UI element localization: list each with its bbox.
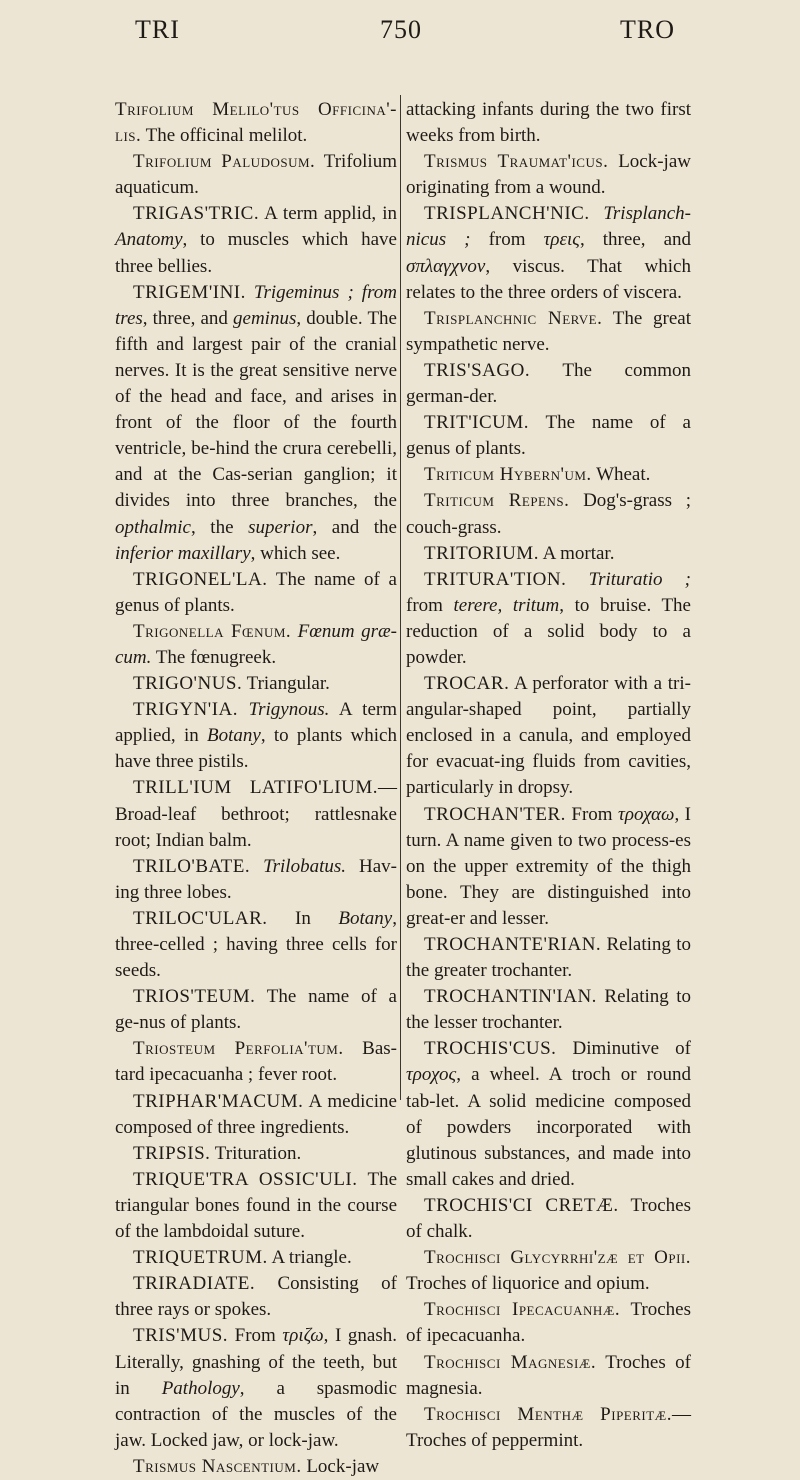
dictionary-entry: TROCHIS'CUS. Diminutive of τροχος, a wheel. A troch or round tab-let. A solid medicine composed of powders incorporated with glutinous substances, and made into small cakes and dried. [406, 1038, 691, 1190]
dictionary-entry: TRIT'ICUM. The name of a genus of plants. [406, 412, 691, 460]
dictionary-entry: TRIGAS'TRIC. A term applid, in Anatomy, to muscles which have three bellies. [115, 203, 397, 277]
dictionary-entry: TROCHIS'CI CRETÆ. Troches of chalk. [406, 1194, 691, 1243]
dictionary-entry: TRIPSIS. Trituration. [133, 1142, 302, 1164]
dictionary-entry: Trigonella Fœnum. Fœnum græ-cum. The fœnugreek. [115, 620, 397, 668]
dictionary-entry: Triticum Repens. Dog's-grass ; couch-grass. [406, 490, 691, 538]
dictionary-entry: TROCHAN'TER. From τροχαω, I turn. A name given to two process-es on the upper extremity of the thigh bone. They are distinguished into great-er and lesser. [406, 803, 691, 929]
header-right-guide-word: TRO [620, 15, 675, 44]
dictionary-entry: TRILOC'ULAR. In Botany, three-celled ; having three cells for seeds. [115, 907, 397, 982]
dictionary-entry: TROCAR. A perforator with a tri-angular-shaped point, partially enclosed in a canula, and employed for evacuat-ing fluids from cavities, particularly in dropsy. [406, 673, 691, 799]
dictionary-entry: TRILO'BATE. Trilobatus. Hav-ing three lobes. [115, 855, 397, 903]
dictionary-entry: Trifolium Paludosum. Trifolium aquaticum. [115, 151, 397, 199]
dictionary-entry: Trochisci Ipecacuanhæ. Troches of ipecacuanha. [406, 1299, 691, 1347]
dictionary-entry: Trochisci Menthæ Piperitæ.— Troches of peppermint. [406, 1403, 691, 1451]
dictionary-entry: Trochisci Glycyrrhi'zæ et Opii. Troches of liquorice and opium. [406, 1247, 691, 1295]
column-divider [400, 95, 401, 1100]
running-header [0, 15, 800, 55]
dictionary-entry: TRIOS'TEUM. The name of a ge-nus of plants. [115, 986, 397, 1034]
dictionary-entry: TRITORIUM. A mortar. [424, 542, 615, 564]
dictionary-entry: TRIS'MUS. From τριζω, I gnash. Literally, gnashing of the teeth, but in Pathology, a spasmodic contraction of the muscles of the jaw. Locked jaw, or lock-jaw. [115, 1325, 397, 1451]
dictionary-entry: Trismus Traumat'icus. Lock-jaw originating from a wound. [406, 151, 691, 199]
page-number: 750 [380, 15, 422, 44]
dictionary-entry: TRIRADIATE. Consisting of three rays or spokes. [115, 1273, 397, 1321]
dictionary-entry: TRIGEM'INI. Trigeminus ; from tres, three, and geminus, double. The fifth and largest pair of the cranial nerves. It is the great sensitive nerve of the head and face, and arises in front of the floor of the fourth ventricle, be-hind the crura cerebelli, and at the Cas-serian ganglion; it divides into three branches, the opthalmic, the superior, and the inferior maxillary, which see. [115, 281, 397, 564]
dictionary-entry: TRITURA'TION. Trituratio ; from terere, tritum, to bruise. The reduction of a solid body to a powder. [406, 568, 692, 668]
dictionary-entry: TRIGO'NUS. Triangular. [133, 673, 330, 695]
dictionary-entry: TRIQUETRUM. A triangle. [133, 1247, 352, 1269]
dictionary-entry: attacking infants during the two first weeks from birth. [406, 99, 691, 147]
dictionary-entry: TRILL'IUM LATIFO'LIUM.— Broad-leaf bethroot; rattlesnake root; Indian balm. [115, 777, 397, 851]
dictionary-entry: TROCHANTE'RIAN. Relating to the greater trochanter. [406, 934, 691, 982]
dictionary-entry: Trochisci Magnesiæ. Troches of magnesia. [406, 1351, 691, 1399]
dictionary-entry: Trifolium Melilo'tus Officina'-lis. The officinal melilot. [115, 99, 397, 147]
left-column [115, 97, 397, 1480]
dictionary-entry: TRIGONEL'LA. The name of a genus of plants. [115, 568, 397, 616]
dictionary-entry: Trismus Nascentium. Lock-jaw [133, 1455, 380, 1477]
dictionary-entry: Triticum Hybern'um. Wheat. [424, 464, 651, 486]
dictionary-entry: Triosteum Perfolia'tum. Bas-tard ipecacuanha ; fever root. [115, 1038, 397, 1086]
dictionary-entry: Trisplanchnic Nerve. The great sympathetic nerve. [406, 307, 691, 355]
right-column [406, 97, 691, 1454]
dictionary-entry: TRIGYN'IA. Trigynous. A term applied, in Botany, to plants which have three pistils. [115, 699, 397, 773]
dictionary-entry: TRISPLANCH'NIC. Trisplanch-nicus ; from τρεις, three, and σπλαγχνον, viscus. That which relates to the three orders of viscera. [406, 203, 691, 303]
header-left-guide-word: TRI [135, 15, 180, 44]
dictionary-entry: TROCHANTIN'IAN. Relating to the lesser trochanter. [406, 986, 691, 1034]
dictionary-entry: TRIPHAR'MACUM. A medicine composed of three ingredients. [115, 1090, 397, 1138]
dictionary-entry: TRIQUE'TRA OSSIC'ULI. The triangular bones found in the course of the lambdoidal suture. [115, 1168, 398, 1243]
dictionary-entry: TRIS'SAGO. The common german-der. [406, 359, 691, 408]
